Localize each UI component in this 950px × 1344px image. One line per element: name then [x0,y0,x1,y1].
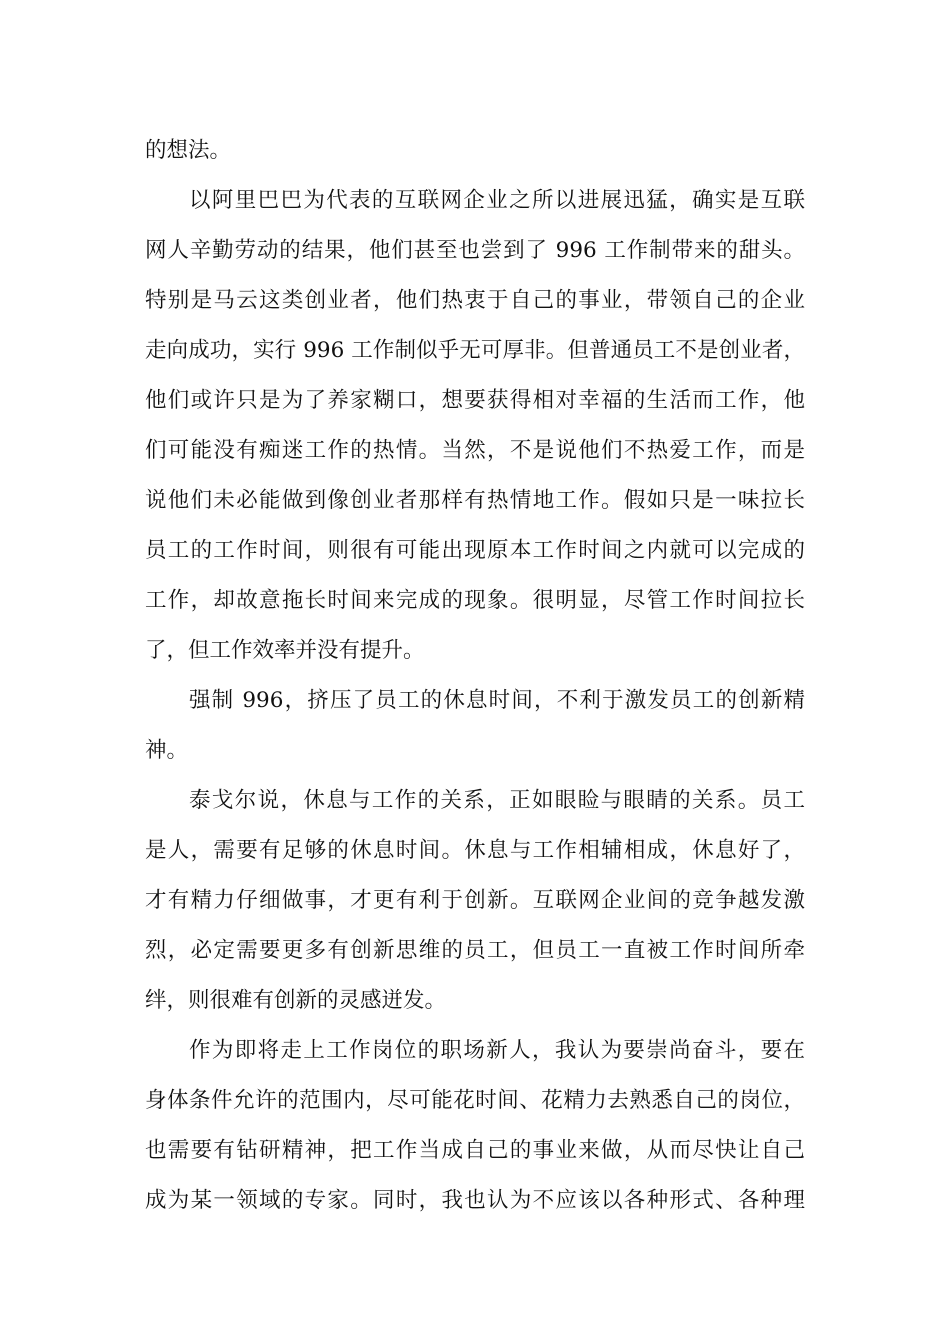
text-line: 身体条件允许的范围内，尽可能花时间、花精力去熟悉自己的岗位， [145,1088,805,1113]
text-line: 网人辛勤劳动的结果，他们甚至也尝到了 996 工作制带来的甜头。 [145,238,805,263]
text-line: 特别是马云这类创业者，他们热衷于自己的事业，带领自己的企业 [145,288,805,313]
text-line: 强制 996，挤压了员工的休息时间，不利于激发员工的创新精 [189,688,805,713]
text-line: 绊，则很难有创新的灵感迸发。 [145,988,447,1013]
text-line: 他们或许只是为了养家糊口，想要获得相对幸福的生活而工作，他 [145,388,805,413]
text-line: 员工的工作时间，则很有可能出现原本工作时间之内就可以完成的 [145,538,805,563]
text-line: 烈，必定需要更多有创新思维的员工，但员工一直被工作时间所牵 [145,938,805,963]
text-line: 们可能没有痴迷工作的热情。当然，不是说他们不热爱工作，而是 [145,438,805,463]
text-line: 才有精力仔细做事，才更有利于创新。互联网企业间的竞争越发激 [145,888,805,913]
text-line: 了，但工作效率并没有提升。 [145,638,425,663]
text-line: 走向成功，实行 996 工作制似乎无可厚非。但普通员工不是创业者， [145,338,805,363]
text-line: 以阿里巴巴为代表的互联网企业之所以进展迅猛，确实是互联 [189,188,805,213]
text-line: 神。 [145,738,189,763]
text-line: 工作，却故意拖长时间来完成的现象。很明显，尽管工作时间拉长 [145,588,805,613]
text-line: 也需要有钻研精神，把工作当成自己的事业来做，从而尽快让自己 [145,1138,805,1163]
text-line: 作为即将走上工作岗位的职场新人，我认为要崇尚奋斗，要在 [189,1038,805,1063]
text-line: 的想法。 [145,138,232,163]
text-line: 成为某一领域的专家。同时，我也认为不应该以各种形式、各种理 [145,1188,805,1213]
text-line: 是人，需要有足够的休息时间。休息与工作相辅相成，休息好了， [145,838,805,863]
text-line: 泰戈尔说，休息与工作的关系，正如眼睑与眼睛的关系。员工 [189,788,805,813]
body-text [145,126,805,1226]
text-line: 说他们未必能做到像创业者那样有热情地工作。假如只是一味拉长 [145,488,805,513]
